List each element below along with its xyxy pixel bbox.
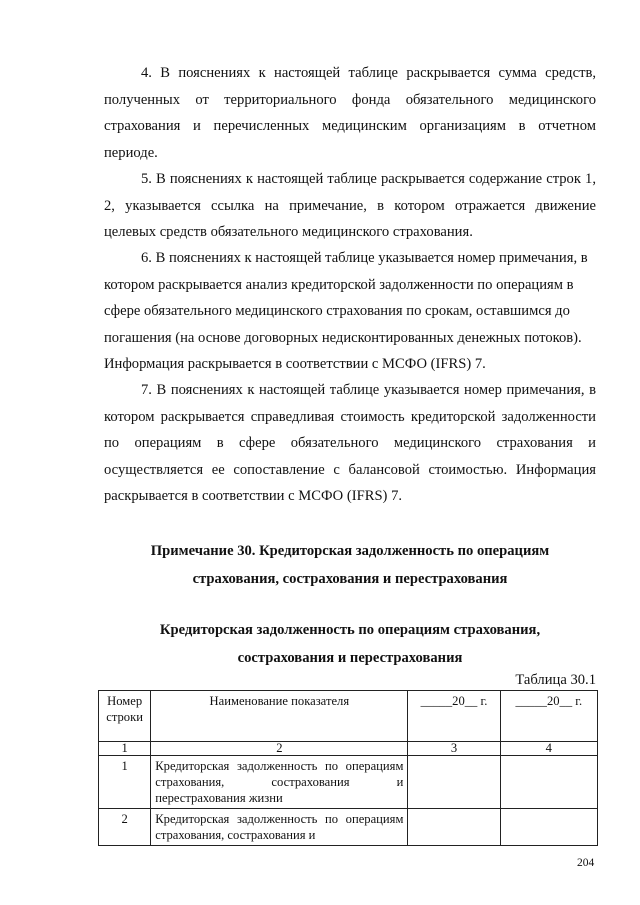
row-number: 1 <box>99 756 151 809</box>
table-heading-line-1: Кредиторская задолженность по операциям страхования, <box>159 622 541 638</box>
page-number: 204 <box>577 857 595 869</box>
row-indicator-name: Кредиторская задолженность по операциям страхования, сострахования и <box>151 809 408 846</box>
row-value-year-1 <box>408 756 500 809</box>
table-header-row <box>99 691 598 742</box>
row-value-year-2 <box>500 809 597 846</box>
table-row <box>99 809 598 846</box>
row-indicator-name: Кредиторская задолженность по операциям страхования, сострахования и перестрахования жизни <box>151 756 408 809</box>
note-title-line-2: страхования, сострахования и перестрахования <box>192 571 508 587</box>
paragraph-4: 4. В пояснениях к настоящей таблице раскрывается сумма средств, полученных от территориального фонда обязательного медицинского страхования и перечисленных медицинским организациям в отчетном периоде. <box>104 65 596 161</box>
row-value-year-1 <box>408 809 500 846</box>
table-heading <box>90 616 610 672</box>
table-label: Таблица 30.1 <box>515 672 596 688</box>
index-cell: 4 <box>500 742 597 756</box>
index-cell: 3 <box>408 742 500 756</box>
header-year-2: _____20__ г. <box>500 691 597 742</box>
header-row-number: Номер строки <box>99 691 151 742</box>
paragraph-5: 5. В пояснениях к настоящей таблице раскрывается содержание строк 1, 2, указывается ссылка на примечание, в котором отражается движение целевых средств обязательного медицинского страхования. <box>104 171 596 240</box>
table-index-row <box>99 742 598 756</box>
header-indicator-name: Наименование показателя <box>151 691 408 742</box>
header-year-1: _____20__ г. <box>408 691 500 742</box>
table-heading-line-2: сострахования и перестрахования <box>237 650 463 666</box>
table-row <box>99 756 598 809</box>
row-number: 2 <box>99 809 151 846</box>
paragraph-6: 6. В пояснениях к настоящей таблице указывается номер примечания, в котором раскрывается анализ кредиторской задолженности по операциям в сфере обязательного медицинского страхования по срокам, оставшимся до погашения (на основе договорных недисконтированных денежных потоков). Информация раскрывается в соответствии с МСФО (IFRS) 7. <box>104 250 588 372</box>
index-cell: 1 <box>99 742 151 756</box>
note-title <box>90 537 610 593</box>
index-cell: 2 <box>151 742 408 756</box>
data-table <box>98 690 598 846</box>
row-value-year-2 <box>500 756 597 809</box>
note-title-line-1: Примечание 30. Кредиторская задолженность по операциям <box>150 543 550 559</box>
paragraph-7: 7. В пояснениях к настоящей таблице указывается номер примечания, в котором раскрывается справедливая стоимость кредиторской задолженности по операциям в сфере обязательного медицинского страхования и осуществляется ее сопоставление с балансовой стоимостью. Информация раскрывается в соответствии с МСФО (IFRS) 7. <box>104 382 596 504</box>
